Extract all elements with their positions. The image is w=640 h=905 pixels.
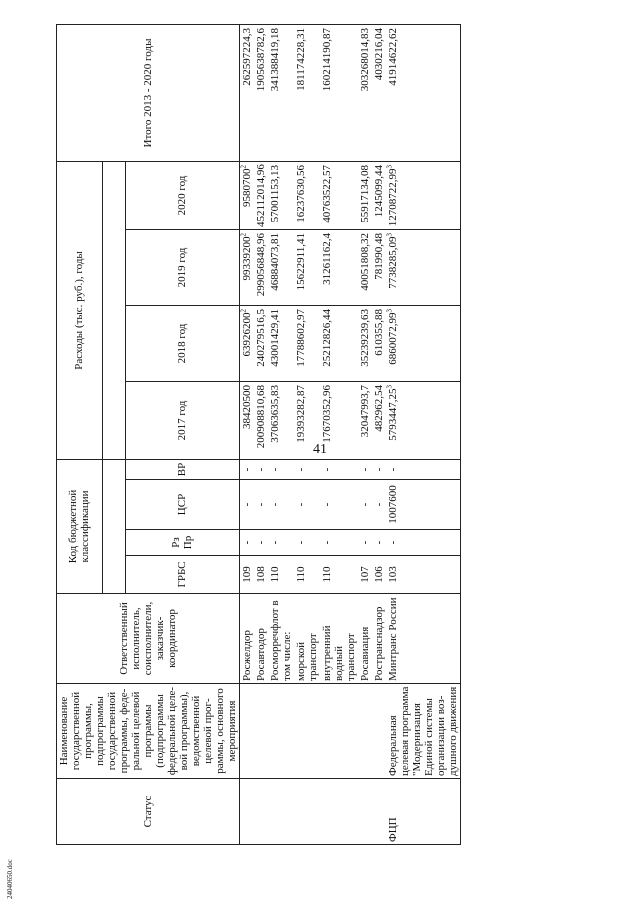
page-number: 41 (313, 442, 327, 457)
cell-2017 (294, 381, 320, 459)
header-expenses: Расходы (тыс. руб.), годы (57, 161, 103, 459)
cell-total: 303268014,83 (358, 24, 372, 161)
value-2019: 40051808,32 (359, 232, 371, 291)
cell-responsible: Росжелдор (240, 594, 255, 684)
cell-status: ФЦП (386, 779, 461, 845)
cell-program-name (320, 684, 358, 779)
cell-rzpr: - (358, 530, 372, 556)
header-expenses-spacer (102, 161, 125, 459)
cell-status (320, 779, 358, 845)
cell-rzpr: - (240, 530, 255, 556)
value-2020: 452112014,96 (255, 164, 267, 227)
footnote-mark: 2 (239, 164, 248, 169)
value-2020: 9580700 (241, 168, 253, 207)
cell-status (372, 779, 386, 845)
cell-2018 (294, 305, 320, 381)
cell-responsible: Росавтодор (254, 594, 268, 684)
cell-csr: - (320, 480, 358, 530)
value-2019: 299056848,96 (255, 232, 267, 297)
cell-vr: - (386, 459, 461, 479)
value-2020: 12708722,99 (387, 168, 399, 227)
header-vr: ВР (125, 459, 239, 479)
cell-program-name (254, 684, 268, 779)
cell-2017 (320, 381, 358, 459)
header-2019: 2019 год (125, 229, 239, 305)
value-2017: 482962,54 (373, 384, 385, 432)
cell-2018 (386, 305, 461, 381)
cell-total: 1905638782,6 (254, 24, 268, 161)
cell-2020 (240, 161, 255, 229)
footnote-mark: 3 (385, 164, 394, 169)
cell-rzpr: - (372, 530, 386, 556)
cell-2017 (254, 381, 268, 459)
value-2018: 610355,88 (373, 308, 385, 356)
value-2019: 31261162,4 (321, 232, 333, 285)
cell-vr: - (358, 459, 372, 479)
cell-grbs: 103 (386, 556, 461, 594)
header-status: Статус (57, 779, 240, 845)
cell-program-name (358, 684, 372, 779)
value-2019: 7738285,09 (387, 236, 399, 289)
cell-2019 (240, 229, 255, 305)
value-2019: 781990,48 (373, 232, 385, 280)
table-body (240, 24, 461, 844)
cell-total: 160214190,87 (320, 24, 358, 161)
cell-2018 (320, 305, 358, 381)
cell-vr: - (268, 459, 294, 479)
cell-status (240, 779, 255, 845)
cell-2017 (386, 381, 461, 459)
cell-responsible: Росавиация (358, 594, 372, 684)
cell-2020 (268, 161, 294, 229)
cell-csr: - (240, 480, 255, 530)
cell-responsible: Росморречфлот в том числе: (268, 594, 294, 684)
cell-2017 (240, 381, 255, 459)
cell-2019 (372, 229, 386, 305)
cell-2018 (358, 305, 372, 381)
value-2020: 1245099,44 (373, 164, 385, 218)
cell-total: 341388419,18 (268, 24, 294, 161)
cell-status (294, 779, 320, 845)
value-2020: 16237630,56 (295, 164, 307, 223)
table-row (386, 24, 461, 844)
document-id: 24040650.doc (6, 859, 14, 899)
cell-2019 (358, 229, 372, 305)
footnote-mark: 2 (239, 232, 248, 237)
footnote-mark: 3 (385, 384, 394, 389)
cell-program-name (294, 684, 320, 779)
value-2017: 19393282,87 (295, 384, 307, 443)
table-row (268, 24, 294, 844)
value-2017: 38420500 (241, 384, 253, 429)
table-row (358, 24, 372, 844)
value-2018: 6860072,99 (387, 312, 399, 365)
footnote-mark: 3 (385, 308, 394, 313)
table-row (372, 24, 386, 844)
header-total: Итого 2013 - 2020 годы (57, 24, 240, 161)
cell-grbs: 108 (254, 556, 268, 594)
cell-program-name: Федеральная целевая программа "Модернизация Единой системы организации воз-душного движения (386, 684, 461, 779)
header-budget-code: Код бюджетной классификации (57, 459, 103, 593)
cell-responsible: Ространснадзор (372, 594, 386, 684)
header-grbs: ГРБС (125, 556, 239, 594)
value-2020: 57001153,13 (269, 164, 281, 223)
value-2018: 17788602,97 (295, 308, 307, 367)
cell-2019 (254, 229, 268, 305)
cell-2019 (320, 229, 358, 305)
cell-2017 (268, 381, 294, 459)
cell-csr: 1007600 (386, 480, 461, 530)
cell-vr: - (254, 459, 268, 479)
header-2018: 2018 год (125, 305, 239, 381)
cell-csr: - (294, 480, 320, 530)
footnote-mark: 3 (385, 232, 394, 237)
value-2020: 55917134,08 (359, 164, 371, 223)
cell-total: 4030216,04 (372, 24, 386, 161)
cell-rzpr: - (294, 530, 320, 556)
cell-responsible: Минтранс России (386, 594, 461, 684)
value-2018: 43001429,41 (269, 308, 281, 367)
cell-2019 (386, 229, 461, 305)
cell-rzpr: - (320, 530, 358, 556)
cell-2020 (386, 161, 461, 229)
cell-csr: - (254, 480, 268, 530)
cell-2018 (254, 305, 268, 381)
cell-2018 (372, 305, 386, 381)
header-2017: 2017 год (125, 381, 239, 459)
value-2019: 99339200 (241, 236, 253, 281)
cell-status (358, 779, 372, 845)
cell-program-name (240, 684, 255, 779)
table-row (254, 24, 268, 844)
cell-responsible: внутренний водный транспорт (320, 594, 358, 684)
cell-rzpr: - (268, 530, 294, 556)
value-2017: 32047993,7 (359, 384, 371, 438)
cell-rzpr: - (254, 530, 268, 556)
cell-2020 (372, 161, 386, 229)
cell-grbs: 107 (358, 556, 372, 594)
header-csr: ЦСР (125, 480, 239, 530)
cell-status (254, 779, 268, 845)
cell-csr: - (372, 480, 386, 530)
cell-2020 (254, 161, 268, 229)
value-2020: 40763522,57 (321, 164, 333, 223)
table-row (240, 24, 255, 844)
value-2017: 5793447,25 (387, 388, 399, 441)
header-rzpr: Рз Пр (125, 530, 239, 556)
cell-2017 (372, 381, 386, 459)
header-responsible: Ответственный исполнитель, соисполнители, заказчик-координатор (57, 594, 240, 684)
value-2018: 63926200 (241, 312, 253, 357)
cell-csr: - (358, 480, 372, 530)
table-header (57, 24, 240, 844)
cell-rzpr: - (386, 530, 461, 556)
cell-2018 (268, 305, 294, 381)
cell-2019 (294, 229, 320, 305)
cell-2020 (320, 161, 358, 229)
header-program-name: Наименование государственной программы, подпрограммы государственной программы, феде-ральной целевой программы (подпрограммы федеральной целе-вой программы), ведомственной целевой прог-раммы, основного мероприятия (57, 684, 240, 779)
cell-vr: - (294, 459, 320, 479)
cell-2019 (268, 229, 294, 305)
cell-total: 41914622,62 (386, 24, 461, 161)
value-2018: 35239239,63 (359, 308, 371, 367)
cell-vr: - (240, 459, 255, 479)
table-row (294, 24, 320, 844)
cell-total: 181174228,31 (294, 24, 320, 161)
value-2019: 15622911,41 (295, 232, 307, 291)
footnote-mark: 2 (239, 308, 248, 313)
cell-grbs: 109 (240, 556, 255, 594)
cell-csr: - (268, 480, 294, 530)
cell-grbs: 106 (372, 556, 386, 594)
value-2017: 17670352,96 (321, 384, 333, 443)
value-2018: 25212826,44 (321, 308, 333, 367)
value-2018: 240279516,5 (255, 308, 267, 367)
cell-responsible: морской транспорт (294, 594, 320, 684)
cell-grbs: 110 (268, 556, 294, 594)
cell-total: 262597224,3 (240, 24, 255, 161)
value-2017: 200908810,68 (255, 384, 267, 449)
cell-2020 (358, 161, 372, 229)
value-2019: 46884073,81 (269, 232, 281, 291)
cell-2020 (294, 161, 320, 229)
cell-vr: - (320, 459, 358, 479)
header-budget-code-spacer (102, 459, 125, 593)
expenses-table (56, 24, 461, 845)
cell-2017 (358, 381, 372, 459)
table-row (320, 24, 358, 844)
cell-grbs: 110 (320, 556, 358, 594)
rotated-table-container (56, 27, 596, 845)
cell-program-name (268, 684, 294, 779)
cell-grbs: 110 (294, 556, 320, 594)
cell-2018 (240, 305, 255, 381)
cell-status (268, 779, 294, 845)
cell-program-name (372, 684, 386, 779)
value-2017: 37063635,83 (269, 384, 281, 443)
cell-vr: - (372, 459, 386, 479)
header-2020: 2020 год (125, 161, 239, 229)
